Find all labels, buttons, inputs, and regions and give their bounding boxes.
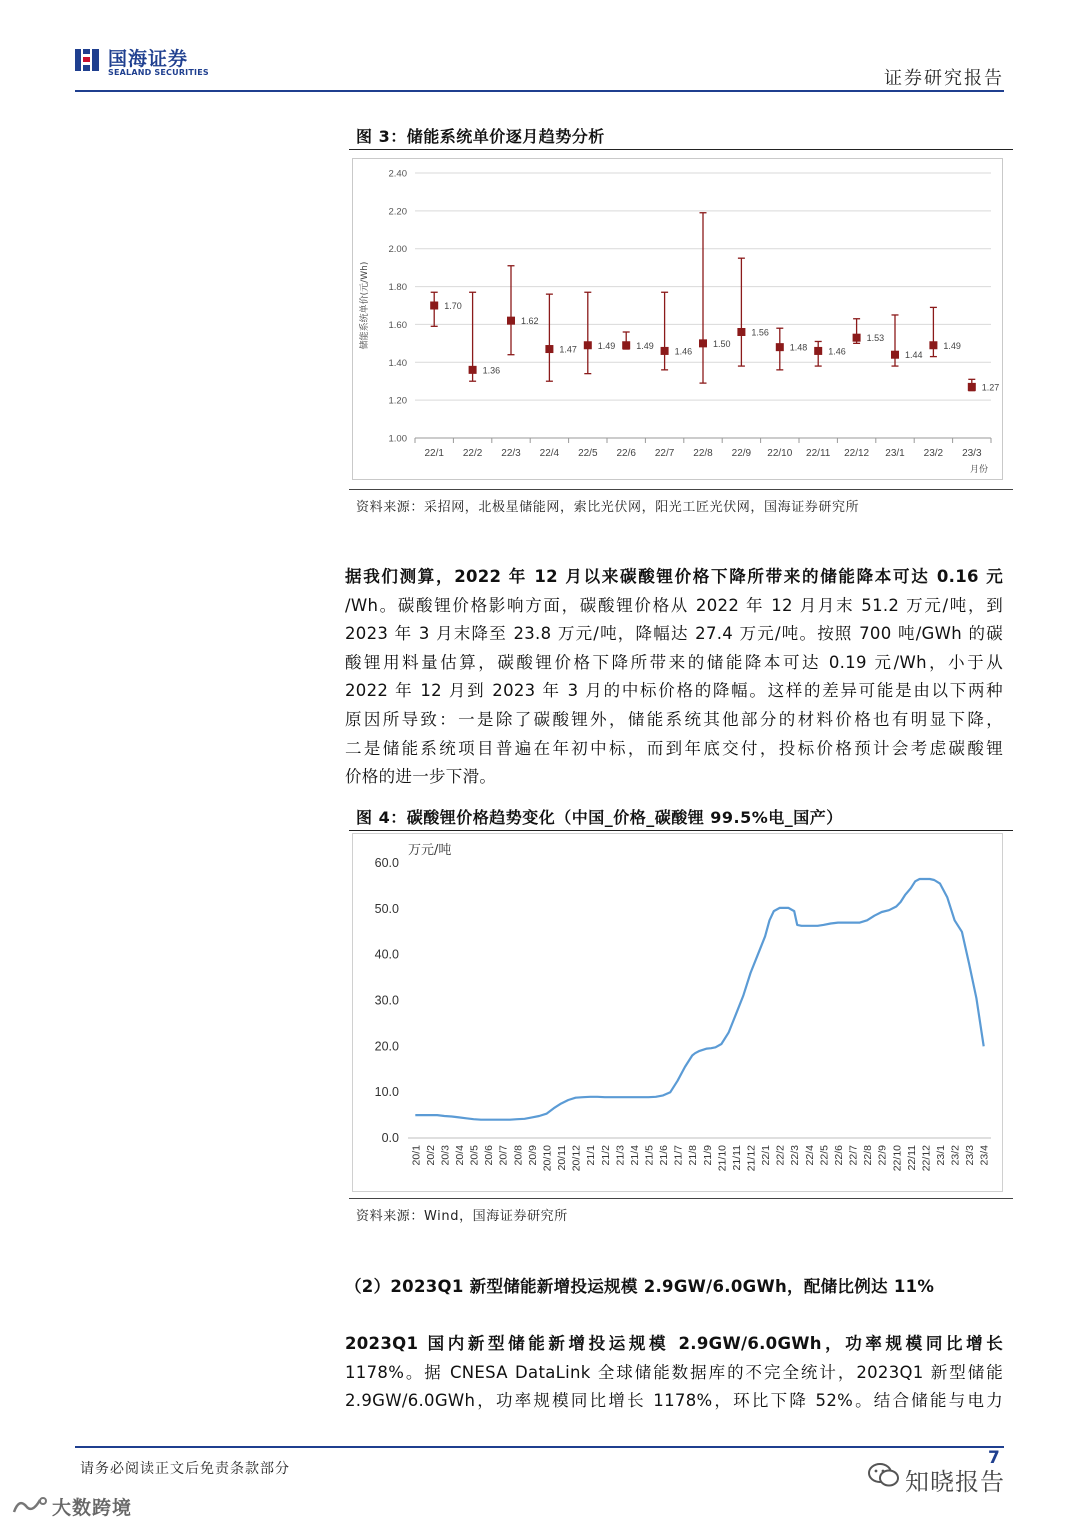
y-tick-label: 30.0: [374, 993, 399, 1008]
data-label: 1.70: [444, 301, 462, 311]
paragraph1-line: 酸锂用料量估算，碳酸锂价格下降所带来的储能降本可达 0.19 元/Wh，小于从: [345, 652, 1003, 672]
x-tick-label: 22/1: [424, 448, 444, 459]
data-label: 1.27: [981, 382, 1000, 393]
paragraph2-line: 2023Q1 国内新型储能新增投运规模 2.9GW/6.0GWh，功率规模同比增长: [345, 1334, 1003, 1353]
y-tick-label: 1.20: [388, 395, 407, 407]
data-point: [776, 343, 784, 351]
x-tick-label: 22/5: [818, 1145, 831, 1166]
x-tick-label: 22/7: [847, 1145, 860, 1166]
x-tick-label: 22/8: [693, 448, 713, 459]
x-tick-label: 22/3: [501, 448, 521, 459]
data-label: 1.47: [559, 344, 577, 355]
data-point: [699, 339, 707, 347]
y-tick-label: 50.0: [374, 901, 399, 916]
x-tick-label: 21/8: [687, 1145, 700, 1166]
price-line: [415, 879, 983, 1120]
x-tick-label: 20/9: [526, 1145, 539, 1166]
x-tick-label: 23/2: [949, 1145, 962, 1166]
figure3-bottom-rule: [349, 489, 1013, 490]
data-point: [430, 302, 438, 310]
x-tick-label: 21/7: [672, 1145, 685, 1166]
y-tick-label: 2.20: [388, 206, 407, 218]
x-tick-label: 22/9: [876, 1145, 889, 1166]
x-tick-label: 20/10: [541, 1145, 554, 1172]
x-tick-label: 21/6: [658, 1145, 671, 1166]
y-tick-label: 2.00: [388, 244, 407, 256]
paragraph1-line: 2023 年 3 月末降至 23.8 万元/吨，降幅达 27.4 万元/吨。按照 700 吨/GWh 的碳: [345, 624, 1003, 644]
figure3-chart-frame: [352, 158, 1003, 480]
watermark-logo-icon: [10, 1495, 50, 1517]
data-label: 1.44: [905, 350, 923, 361]
body-paragraph-2: [345, 1330, 1003, 1416]
x-tick-label: 22/6: [616, 448, 636, 459]
wechat-icon: [868, 1462, 900, 1488]
x-tick-label: 22/7: [654, 448, 675, 459]
header-divider: [75, 90, 1004, 92]
x-axis-title: 月份: [969, 465, 989, 475]
x-tick-label: 21/11: [730, 1145, 743, 1171]
figure4-chart-frame: [352, 833, 1003, 1192]
data-label: 1.56: [751, 327, 769, 338]
x-tick-label: 23/2: [923, 448, 944, 459]
footer-divider: [75, 1446, 1004, 1448]
x-tick-label: 22/1: [760, 1145, 773, 1166]
y-axis-unit: 万元/吨: [408, 843, 452, 858]
x-tick-label: 20/11: [556, 1145, 569, 1171]
data-point: [968, 383, 976, 391]
x-tick-label: 22/11: [905, 1145, 918, 1171]
paragraph1-line: 据我们测算，2022 年 12 月以来碳酸锂价格下降所带来的储能降本可达 0.16 元: [345, 567, 1003, 586]
paragraph1-line: 价格的进一步下滑。: [345, 767, 497, 787]
x-tick-label: 20/4: [454, 1145, 467, 1166]
x-tick-label: 22/11: [806, 448, 831, 459]
x-tick-label: 22/12: [844, 448, 870, 459]
y-tick-label: 1.80: [388, 282, 407, 294]
brand-name-en: SEALAND SECURITIES: [108, 68, 209, 77]
data-point: [622, 341, 630, 349]
figure4-source: 资料来源：Wind，国海证券研究所: [356, 1209, 568, 1224]
figure3-title: 图 3：储能系统单价逐月趋势分析: [356, 127, 605, 146]
figure4-bottom-rule: [349, 1198, 1013, 1199]
sealand-logo-icon: [75, 47, 101, 73]
x-tick-label: 21/3: [614, 1145, 627, 1166]
data-label: 1.53: [866, 333, 885, 344]
paragraph2-line: 2.9GW/6.0GWh，功率规模同比增长 1178%，环比下降 52%。结合储能与电力: [345, 1391, 1003, 1411]
watermark-right: 知晓报告: [905, 1468, 1005, 1496]
x-tick-label: 23/3: [964, 1145, 977, 1166]
y-tick-label: 10.0: [374, 1085, 399, 1100]
figure4-top-rule: [349, 830, 1013, 831]
footer-disclaimer: 请务必阅读正文后免责条款部分: [80, 1461, 290, 1477]
data-label: 1.49: [597, 340, 616, 351]
y-tick-label: 1.00: [388, 433, 407, 445]
data-label: 1.48: [789, 342, 808, 353]
watermark-left: 大数跨境: [52, 1497, 133, 1519]
x-tick-label: 22/6: [832, 1145, 845, 1166]
figure3-chart: [353, 159, 1002, 479]
data-label: 1.36: [482, 365, 501, 376]
figure3-top-rule: [349, 149, 1013, 150]
figure4-chart: [353, 834, 1002, 1191]
x-tick-label: 21/10: [716, 1145, 729, 1172]
y-tick-label: 2.40: [388, 168, 407, 180]
paragraph1-line: 二是储能系统项目普遍在年初中标，而到年底交付，投标价格预计会考虑碳酸锂: [345, 738, 1003, 758]
x-tick-label: 23/3: [962, 448, 982, 459]
x-tick-label: 21/2: [599, 1145, 612, 1166]
x-tick-label: 22/4: [803, 1145, 816, 1166]
x-tick-label: 22/8: [862, 1145, 875, 1166]
data-point: [584, 341, 592, 349]
data-point: [661, 347, 669, 355]
x-tick-label: 22/2: [774, 1145, 787, 1166]
y-tick-label: 20.0: [374, 1039, 399, 1054]
x-tick-label: 20/12: [570, 1145, 583, 1172]
data-point: [469, 366, 477, 374]
data-label: 1.62: [521, 316, 539, 327]
data-label: 1.50: [713, 338, 731, 349]
x-tick-label: 21/1: [585, 1145, 598, 1166]
y-tick-label: 1.40: [388, 357, 407, 369]
x-tick-label: 23/1: [885, 448, 905, 459]
data-label: 1.49: [636, 340, 654, 351]
data-label: 1.46: [674, 346, 693, 357]
x-tick-label: 20/3: [439, 1145, 452, 1166]
data-label: 1.46: [828, 346, 846, 357]
paragraph1-line: 2022 年 12 月到 2023 年 3 月的中标价格的降幅。这样的差异可能是由以下两种: [345, 681, 1003, 701]
x-tick-label: 20/8: [512, 1145, 525, 1166]
brand-name-cn: 国海证券: [108, 48, 189, 70]
body-paragraph-1: [345, 563, 1003, 792]
x-tick-label: 20/7: [497, 1145, 510, 1166]
x-tick-label: 23/4: [978, 1145, 991, 1166]
report-type: 证券研究报告: [884, 68, 1004, 89]
x-tick-label: 22/5: [578, 448, 598, 459]
page-number: 7: [988, 1448, 1000, 1468]
y-tick-label: 0.0: [381, 1131, 399, 1145]
data-point: [929, 341, 937, 349]
y-axis-title: 储能系统单价(元/Wh): [360, 261, 370, 350]
x-tick-label: 20/5: [468, 1145, 481, 1166]
x-tick-label: 20/1: [410, 1145, 423, 1166]
data-label: 1.49: [943, 340, 961, 351]
data-point: [853, 334, 861, 342]
x-tick-label: 22/9: [731, 448, 752, 459]
x-tick-label: 22/3: [789, 1145, 802, 1166]
x-tick-label: 22/10: [891, 1145, 904, 1172]
data-point: [737, 328, 745, 336]
figure3-source: 资料来源：采招网，北极星储能网，索比光伏网，阳光工匠光伏网，国海证券研究所: [356, 500, 860, 515]
x-tick-label: 22/2: [462, 448, 483, 459]
y-tick-label: 40.0: [374, 947, 399, 962]
x-tick-label: 20/2: [424, 1145, 437, 1166]
data-point: [545, 345, 553, 353]
paragraph2-line: 1178%。据 CNESA DataLink 全球储能数据库的不完全统计，2023Q1 新型储能: [345, 1362, 1003, 1382]
y-tick-label: 1.60: [388, 319, 407, 331]
x-tick-label: 22/12: [920, 1145, 933, 1172]
x-tick-label: 20/6: [483, 1145, 496, 1166]
figure4-title: 图 4：碳酸锂价格趋势变化（中国_价格_碳酸锂 99.5%电_国产）: [356, 808, 843, 827]
data-point: [891, 351, 899, 359]
x-tick-label: 23/1: [934, 1145, 947, 1166]
x-tick-label: 21/9: [701, 1145, 714, 1166]
y-tick-label: 60.0: [374, 856, 399, 870]
x-tick-label: 21/12: [745, 1145, 758, 1172]
data-point: [507, 317, 515, 325]
x-tick-label: 21/4: [628, 1145, 641, 1166]
x-tick-label: 22/4: [539, 448, 560, 459]
x-tick-label: 22/10: [767, 448, 793, 459]
x-tick-label: 21/5: [643, 1145, 656, 1166]
data-point: [814, 347, 822, 355]
paragraph1-line: 原因所导致：一是除了碳酸锂外，储能系统其他部分的材料价格也有明显下降，: [345, 709, 1003, 729]
paragraph1-line: /Wh。碳酸锂价格影响方面，碳酸锂价格从 2022 年 12 月月末 51.2 万元/吨，到: [345, 595, 1003, 615]
section2-heading: （2）2023Q1 新型储能新增投运规模 2.9GW/6.0GWh，配储比例达 11%: [345, 1277, 935, 1296]
